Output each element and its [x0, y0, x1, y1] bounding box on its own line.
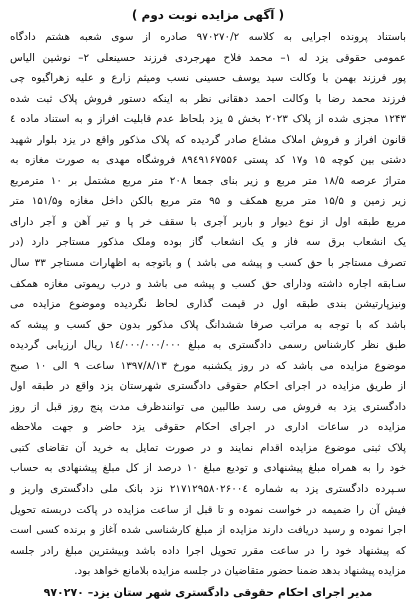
notice-line: طبق نظر کارشناس رسمی دادگستری به مبلغ ۱٤/۰۰۰/۰۰۰/۰۰۰ ریال ارزیابی گردیده — [10, 339, 406, 352]
notice-body — [10, 27, 406, 582]
notice-line: از طریق مزایده در اجرای احکام حقوقی دادگستری شهرستان یزد واقع در طبقه اول — [10, 380, 406, 393]
notice-line: زیر زمین و ۱۵/۵ متر مربع همکف و ۹۵ متر مربع بالکن داخل مغازه و۱۵۱/۵ متر — [10, 195, 406, 208]
notice-line: سـابقه اجاره داشته ودارای حق کسب و پیشه می باشد و درب ریموتی مغازه همکف — [10, 277, 406, 290]
notice-line: دشتی بین کوچه ۱۵ و۱۷ کد پستی ۸۹٤۹۱۶۷۵۵۶ فروشگاه مهدی به صورت مغازه به — [10, 154, 406, 167]
notice-line: سـپرده دادگستری یزد به شماره ۲۱۷۱۲۹۵۸۰۲۶۰۰٤ نزد بانک ملی دادگستری واریز و — [10, 483, 406, 496]
notice-line: تصرف مستاجر با حق کسب و پیشه می باشد ) و باتوجه به اظهارات مستاجر ۳۳ سال — [10, 257, 406, 270]
notice-line: مربع طبقه اول از نوع دیوار و باربر آجری با سقف خر پا و تیر آهن و آجر دارای — [10, 215, 406, 228]
notice-line: موضوع مزایده می باشد که در روز یکشنبه مورخ ۱۳۹۷/۸/۱۳ ساعت ۹ الی ۱۰ صبح — [10, 359, 406, 372]
notice-line: یک انشعاب برق سه فاز و یک انشعاب گاز بوده وملک مذکور مستاجر دارد (در — [10, 236, 406, 249]
notice-line: خود را به همراه مبلغ پیشنهادی و تودیع مبلغ ۱۰ درصد از کل مبلغ پیشنهادی به حساب — [10, 462, 406, 475]
notice-line: که پیشنهاد خود را در ساعت مقرر تحویل اجرا داده باشد وبیشترین مبلغ رادر جلسه — [10, 544, 406, 557]
notice-line: متراژ عرصه ۱۸/۵ متر مربع و زیر بنای جمعا ۲۰۸ متر مربع مشتمل بر ۱۰ مترمربع — [10, 174, 406, 187]
notice-line: مزایده پیشنهاد بدهد ضمنا حضور متقاضیان در جلسه مزایده بلامانع خواهد بود. — [74, 565, 406, 578]
notice-line: ۱۲۴۳ مجزی شده از پلاک ۲۰۲۳ بخش ۵ یزد بلحاظ عدم قابلیت افراز و به استناد ماده ٤ — [10, 113, 407, 126]
notice-line: فرزند محمد رضا با وکالت احمد دهقانی نظر به اینکه دستور فروش پلاک ثبت شده — [10, 92, 406, 105]
notice-line: اجرا نموده و رسید دریافت دارند مزایده از مبلغ کارشناسی شده آغاز و برنده کسی است — [10, 524, 406, 537]
notice-line: پور فرزند بهمن با وکالت سید یوسف حسینی نسب ومیثم زارع و علیه زهراگیوه چی — [10, 72, 406, 85]
notice-line: دادگستری یزد به فروش می رسد طالبین می توانندظرف مدت پنج روز قبل از روز — [10, 400, 406, 413]
notice-line: باستناد پرونده اجرایی به کلاسه ۹۷۰۲۷۰/۲ صادره از سوی شعبه هشتم دادگاه — [10, 31, 406, 43]
notice-line: پلاک ثبتی موضوع مزایده اقدام نمایند و در صورت تمایل به خرید آن تقاضای کتبی — [10, 441, 406, 454]
notice-line: باشد که با توجه به مراتب صرفا ششدانگ پلاک مذکور بدون حق کسب و پیشه که — [10, 318, 406, 331]
notice-signature: مدیر اجرای احکام حقوقی دادگستری شهر ستان یزد– ۹۷۰۲۷۰ — [43, 585, 373, 599]
notice-line: عمومی حقوقی یزد له ۱– محمد فلاح مهرجردی فرزند حسینعلی ۲– نوشین الیاس — [10, 51, 406, 64]
notice-line: ونیزپارتیشن بندی طبقه اول در قیمت گذاری لحاظ نگردیده وموضوع مزایده می — [10, 298, 406, 311]
notice-line: فیش آن را ضمیمه در خواست نموده و تا قبل از ساعت مزایده در پاکت دربسته تحویل — [10, 503, 406, 516]
notice-title: ( آگهی مزایده نوبت دوم ) — [131, 8, 285, 22]
notice-line: مزایده در ساعات اداری در اجرای احکام حقوقی یزد حاضر و جهت ملاحظه — [10, 421, 406, 434]
notice-line: قانون افراز و فروش املاک مشاع صادر گردیده که پلاک مذکور واقع در یزد بلوار شهید — [10, 133, 406, 146]
